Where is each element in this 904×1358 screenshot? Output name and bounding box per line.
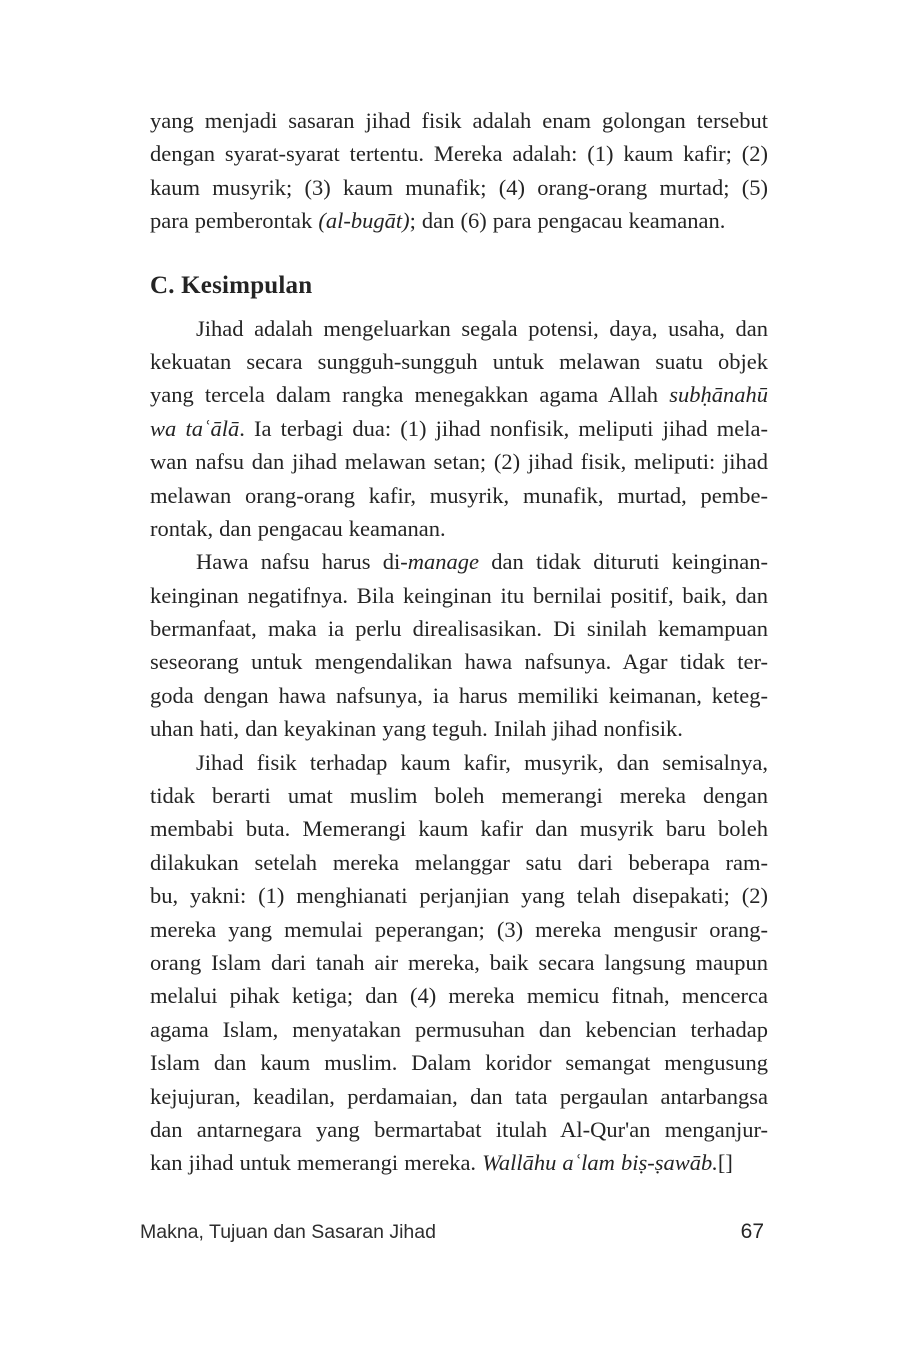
text-line: kekuatan secara sungguh-sungguh untuk melawan suatu objek <box>150 348 768 374</box>
text-line: dengan syarat-syarat tertentu. Mereka adalah: (1) kaum kafir; (2) <box>150 141 768 167</box>
page-number: 67 <box>740 1220 764 1243</box>
text-line: keinginan negatifnya. Bila keinginan itu bernilai positif, baik, dan <box>150 582 768 608</box>
text-line: agama Islam, menyatakan permusuhan dan kebencian terhadap <box>150 1016 768 1042</box>
text-line: Jihad adalah mengeluarkan segala potensi, daya, usaha, dan <box>196 315 768 341</box>
paragraph <box>150 545 768 745</box>
text-line: melalui pihak ketiga; dan (4) mereka memicu fitnah, mencerca <box>150 983 768 1009</box>
text-line: uhan hati, dan keyakinan yang teguh. Inilah jihad nonfisik. <box>150 716 683 742</box>
text-line: tidak berarti umat muslim boleh memerangi mereka dengan <box>150 783 768 809</box>
text-line: yang tercela dalam rangka menegakkan agama Allah subḥānahū <box>150 382 768 408</box>
text-line: dilakukan setelah mereka melanggar satu dari beberapa ram- <box>150 849 768 875</box>
text-line: mereka yang memulai peperangan; (3) mereka mengusir orang- <box>150 916 768 942</box>
text-line: yang menjadi sasaran jihad fisik adalah enam golongan tersebut <box>150 108 768 133</box>
text-line: bu, yakni: (1) menghianati perjanjian yang telah disepakati; (2) <box>150 883 768 909</box>
running-footer-title: Makna, Tujuan dan Sasaran Jihad <box>140 1221 436 1243</box>
text-line: bermanfaat, maka ia perlu direalisasikan. Di sinilah kemampuan <box>150 616 768 642</box>
text-line: orang Islam dari tanah air mereka, baik secara langsung maupun <box>150 949 768 975</box>
text-line: wa taʿālā. Ia terbagi dua: (1) jihad nonfisik, meliputi jihad mela- <box>150 415 768 441</box>
text-line: wan nafsu dan jihad melawan setan; (2) jihad fisik, meliputi: jihad <box>150 449 768 475</box>
paragraph <box>150 746 768 1180</box>
running-footer <box>140 1220 764 1244</box>
text-line: kejujuran, keadilan, perdamaian, dan tata pergaulan antarbangsa <box>150 1083 768 1109</box>
text-line: rontak, dan pengacau keamanan. <box>150 515 446 541</box>
text-line: kaum musyrik; (3) kaum munafik; (4) orang-orang murtad; (5) <box>150 174 768 200</box>
page-body <box>150 104 768 1180</box>
text-line: kan jihad untuk memerangi mereka. Wallāhu aʿlam biṣ-ṣawāb.[] <box>150 1150 733 1176</box>
text-line: goda dengan hawa nafsunya, ia harus memiliki keimanan, keteg- <box>150 682 768 708</box>
text-line: Jihad fisik terhadap kaum kafir, musyrik, dan semisalnya, <box>196 749 768 775</box>
text-line: membabi buta. Memerangi kaum kafir dan musyrik baru boleh <box>150 816 768 842</box>
paragraph <box>150 312 768 546</box>
text-line: melawan orang-orang kafir, musyrik, munafik, murtad, pembe- <box>150 482 768 508</box>
text-line: Islam dan kaum muslim. Dalam koridor semangat mengusung <box>150 1050 768 1076</box>
text-line: para pemberontak (al-bugāt); dan (6) para pengacau keamanan. <box>150 208 726 234</box>
text-line: dan antarnegara yang bermartabat itulah Al-Qur'an menganjur- <box>150 1116 768 1142</box>
section-heading: C. Kesimpulan <box>150 271 313 299</box>
paragraph <box>150 104 768 238</box>
text-line: seseorang untuk mengendalikan hawa nafsunya. Agar tidak ter- <box>150 649 768 675</box>
text-line: Hawa nafsu harus di-manage dan tidak dituruti keinginan- <box>196 549 768 575</box>
